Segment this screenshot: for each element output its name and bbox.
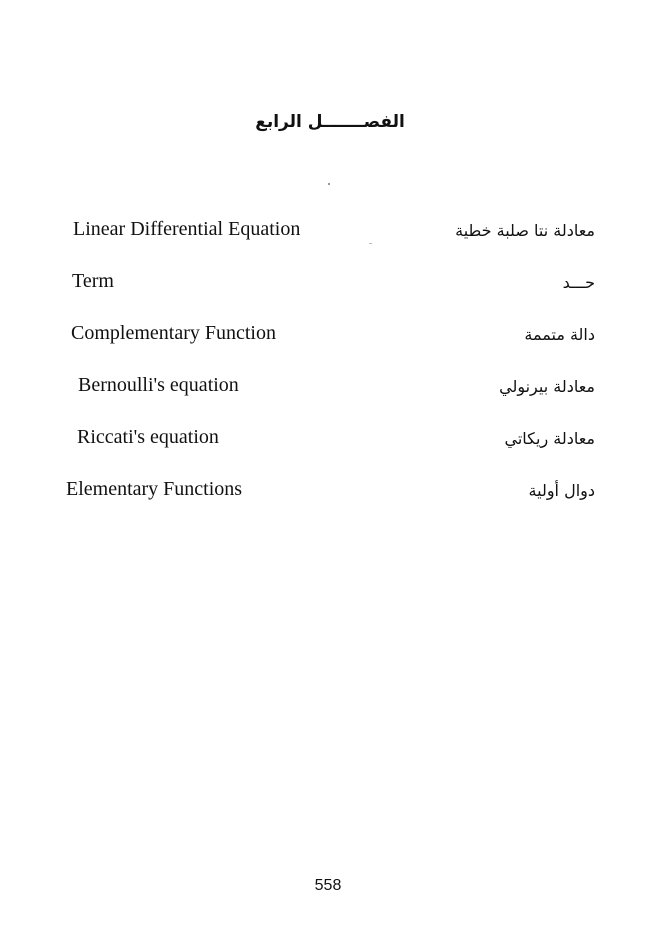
glossary-row	[0, 218, 659, 248]
glossary-row	[0, 426, 659, 456]
glossary-arabic-term: دالة متممة	[524, 325, 595, 344]
glossary-arabic-term: معادلة نتا صلبة خطية	[455, 221, 595, 240]
glossary-arabic-term: حـــد	[562, 273, 595, 292]
glossary-arabic-term: معادلة بيرنولي	[499, 377, 595, 396]
glossary-arabic-term: دوال أولية	[528, 481, 595, 500]
glossary-row	[0, 322, 659, 352]
glossary-english-term: Linear Differential Equation	[73, 218, 301, 240]
glossary-english-term: Bernoulli's equation	[78, 374, 239, 396]
chapter-title: الفصـــــــل الرابع	[255, 112, 405, 132]
glossary-arabic-term: معادلة ريكاتي	[504, 429, 595, 448]
glossary-row	[0, 478, 659, 508]
glossary-row	[0, 374, 659, 404]
page-number: 558	[314, 877, 342, 894]
glossary-english-term: Complementary Function	[71, 322, 276, 344]
glossary-english-term: Elementary Functions	[66, 478, 243, 500]
glossary-english-term: Term	[72, 270, 114, 292]
glossary-row	[0, 270, 659, 300]
scan-speck	[328, 183, 330, 185]
glossary-english-term: Riccati's equation	[77, 426, 219, 448]
